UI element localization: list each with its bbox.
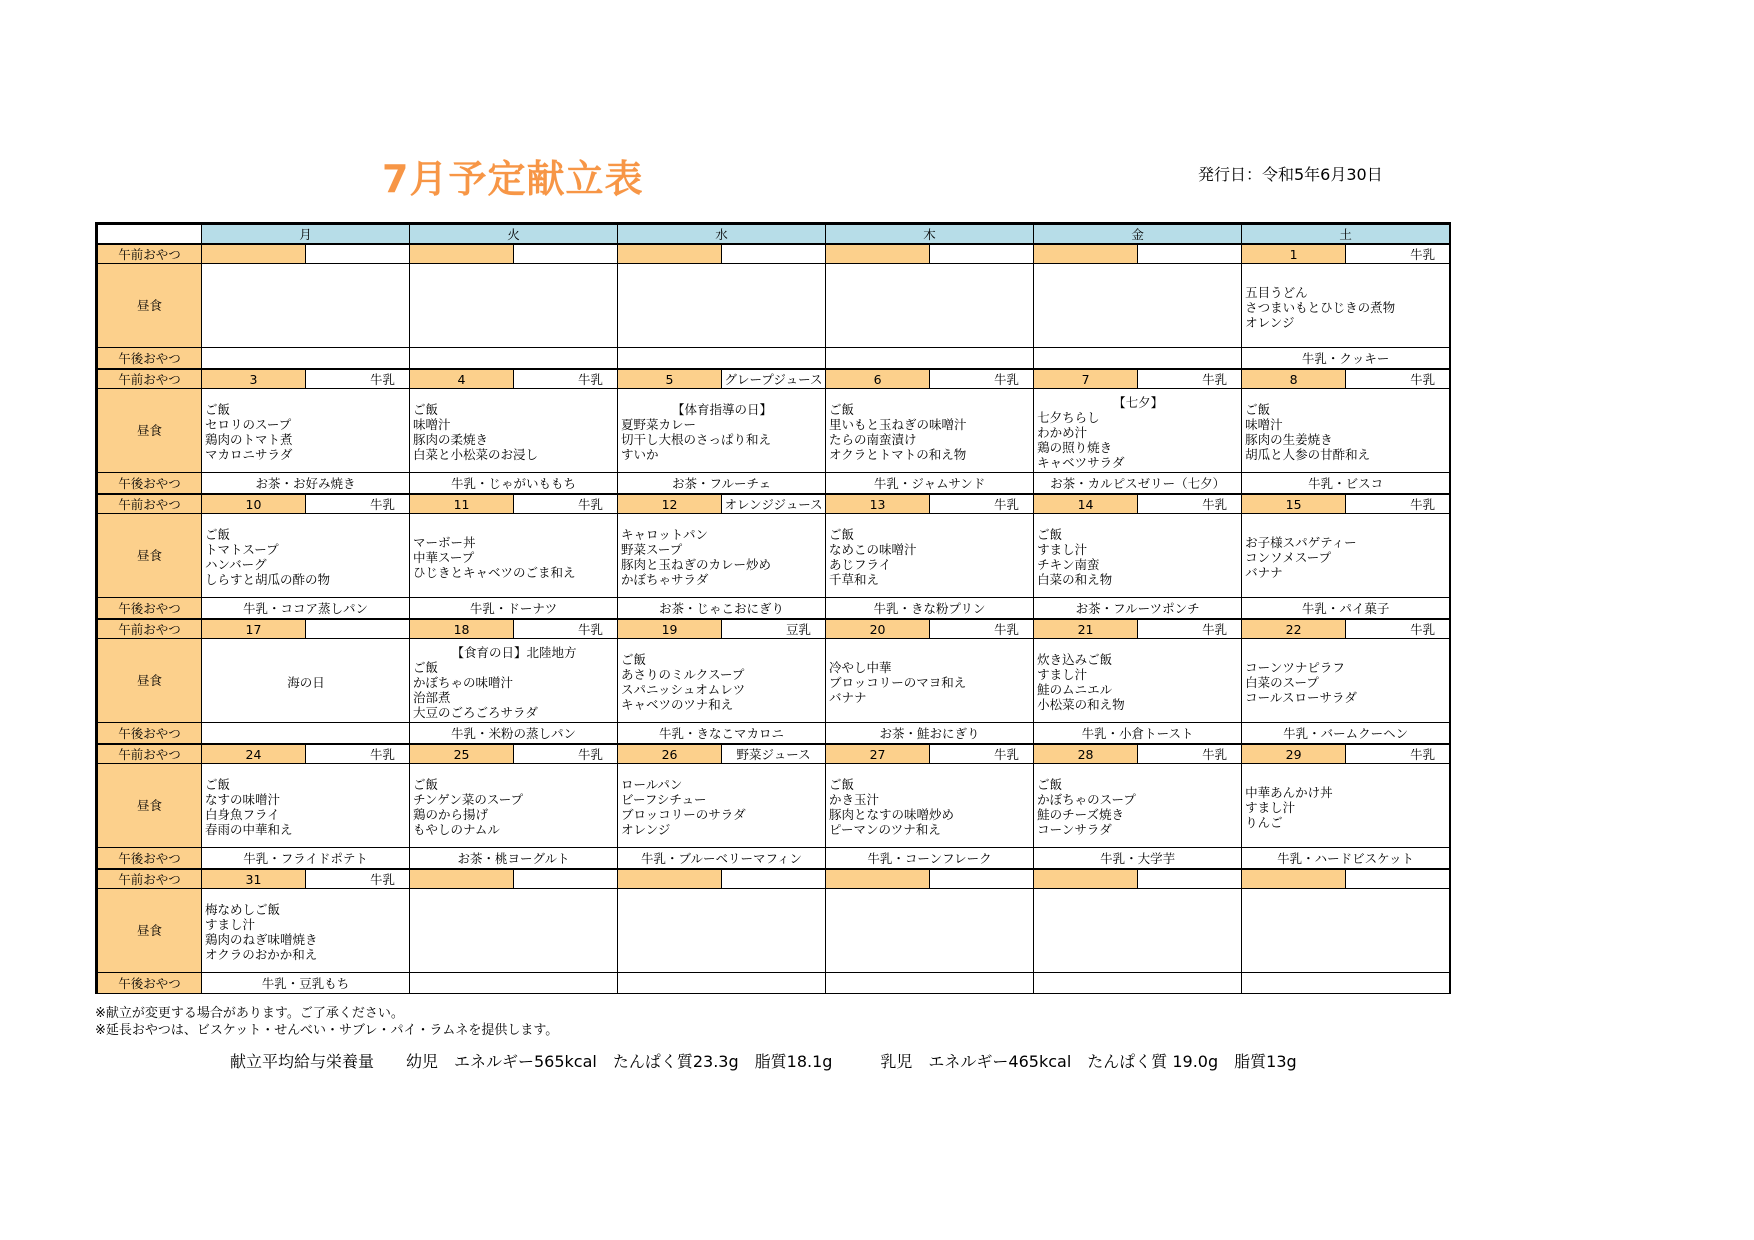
lunch-cell	[1034, 639, 1242, 723]
pm-snack: 牛乳・ジャムサンド	[826, 473, 1034, 495]
lunch-dish: スパニッシュオムレツ	[621, 682, 746, 697]
am-drink: 牛乳	[1346, 619, 1450, 639]
day-date	[1034, 869, 1138, 889]
lunch-dish: すまし汁	[1037, 542, 1088, 557]
lunch-cell	[826, 889, 1034, 973]
holiday-label: 海の日	[287, 674, 325, 690]
lunch-dish: ピーマンのツナ和え	[829, 822, 941, 837]
lunch-dish: 鶏のから揚げ	[413, 807, 489, 822]
day-date: 22	[1242, 619, 1346, 639]
pm-snack: 牛乳・フライドポテト	[202, 848, 410, 870]
pm-snack: お茶・フルーチェ	[618, 473, 826, 495]
lunch-dish: トマトスープ	[205, 542, 279, 557]
lunch-label: 昼食	[98, 389, 202, 473]
lunch-dish: さつまいもとひじきの煮物	[1245, 299, 1396, 315]
lunch-dish: 豚肉の生姜焼き	[1245, 432, 1333, 447]
lunch-dish: かき玉汁	[829, 792, 880, 807]
am-drink: 野菜ジュース	[722, 744, 826, 764]
lunch-dish: ご飯	[829, 777, 855, 792]
lunch-dish: コーンサラダ	[1037, 822, 1112, 837]
pm-snack: 牛乳・クッキー	[1242, 348, 1450, 370]
am-drink: 牛乳	[1346, 494, 1450, 514]
day-date: 18	[410, 619, 514, 639]
pm-snack	[826, 348, 1034, 370]
pm-snack: 牛乳・きな粉プリン	[826, 598, 1034, 620]
lunch-row	[98, 514, 1450, 598]
pm-snack	[410, 973, 618, 994]
am-snack-label: 午前おやつ	[98, 369, 202, 389]
lunch-dish: なめこの味噌汁	[829, 542, 917, 557]
am-drink: 牛乳	[1138, 369, 1242, 389]
header-corner	[98, 225, 202, 245]
lunch-dish: 炊き込みご飯	[1037, 652, 1113, 667]
lunch-row	[98, 764, 1450, 848]
lunch-dish: すまし汁	[1037, 667, 1088, 682]
lunch-row	[98, 264, 1450, 348]
am-drink	[930, 244, 1034, 264]
pm-snack-label: 午後おやつ	[98, 848, 202, 870]
lunch-cell	[618, 264, 826, 348]
am-drink	[306, 244, 410, 264]
lunch-dish: かぼちゃの味噌汁	[413, 674, 514, 690]
lunch-dish: ご飯	[1037, 777, 1063, 792]
lunch-cell	[1242, 764, 1450, 848]
lunch-dish: セロリのスープ	[205, 417, 292, 432]
lunch-dish: オクラのおかか和え	[205, 947, 318, 962]
lunch-dish: キャロットパン	[621, 527, 709, 542]
day-date: 1	[1242, 244, 1346, 264]
pm-snack: 牛乳・ハードビスケット	[1242, 848, 1450, 870]
am-drink	[722, 869, 826, 889]
am-drink: 牛乳	[306, 744, 410, 764]
issue-date: 発行日：令和5年6月30日	[1198, 165, 1383, 184]
lunch-dish: りんご	[1245, 814, 1283, 830]
lunch-dish: 小松菜の和え物	[1037, 697, 1125, 712]
weekday-header: 月	[202, 225, 410, 245]
lunch-dish: 春雨の中華和え	[205, 822, 293, 837]
lunch-dish: チンゲン菜のスープ	[413, 792, 524, 807]
lunch-dish: すまし汁	[205, 917, 256, 932]
am-drink	[306, 619, 410, 639]
weekday-header: 火	[410, 225, 618, 245]
lunch-dish: ご飯	[621, 652, 647, 667]
weekday-header: 木	[826, 225, 1034, 245]
lunch-dish: ご飯	[205, 402, 231, 417]
am-snack-label: 午前おやつ	[98, 869, 202, 889]
lunch-cell	[618, 389, 826, 473]
lunch-dish: ロールパン	[621, 777, 683, 792]
am-drink	[514, 244, 618, 264]
lunch-dish: コーンツナピラフ	[1245, 659, 1345, 675]
lunch-dish: オレンジ	[621, 822, 671, 837]
am-drink	[1346, 869, 1450, 889]
pm-snack: お茶・鮭おにぎり	[826, 723, 1034, 745]
lunch-dish: バナナ	[829, 689, 867, 705]
lunch-cell	[618, 514, 826, 598]
pm-snack: お茶・じゃこおにぎり	[618, 598, 826, 620]
day-date: 10	[202, 494, 306, 514]
pm-snack	[618, 348, 826, 370]
day-date: 7	[1034, 369, 1138, 389]
day-date: 19	[618, 619, 722, 639]
pm-snack-label: 午後おやつ	[98, 473, 202, 495]
pm-snack: 牛乳・ブルーベリーマフィン	[618, 848, 826, 870]
am-drink	[514, 869, 618, 889]
lunch-cell	[1242, 264, 1450, 348]
lunch-cell	[1242, 389, 1450, 473]
day-date: 3	[202, 369, 306, 389]
lunch-cell	[1034, 264, 1242, 348]
am-snack-row	[98, 619, 1450, 639]
pm-snack-label: 午後おやつ	[98, 973, 202, 994]
day-date: 8	[1242, 369, 1346, 389]
day-date: 13	[826, 494, 930, 514]
weekday-header: 金	[1034, 225, 1242, 245]
lunch-dish: たらの南蛮漬け	[829, 432, 917, 447]
lunch-label: 昼食	[98, 514, 202, 598]
lunch-cell	[410, 264, 618, 348]
pm-snack-row	[98, 598, 1450, 620]
day-date: 29	[1242, 744, 1346, 764]
day-date: 14	[1034, 494, 1138, 514]
lunch-cell	[826, 764, 1034, 848]
lunch-dish: なすの味噌汁	[205, 792, 281, 807]
lunch-dish: もやしのナムル	[413, 822, 500, 837]
am-snack-label: 午前おやつ	[98, 744, 202, 764]
lunch-dish: あさりのミルクスープ	[621, 667, 745, 682]
am-drink	[722, 244, 826, 264]
pm-snack-label: 午後おやつ	[98, 598, 202, 620]
am-snack-label: 午前おやつ	[98, 244, 202, 264]
am-drink: 牛乳	[306, 869, 410, 889]
lunch-dish: 梅なめしご飯	[205, 902, 281, 917]
lunch-label: 昼食	[98, 639, 202, 723]
day-date: 31	[202, 869, 306, 889]
lunch-dish: 胡瓜と人参の甘酢和え	[1245, 447, 1371, 462]
lunch-dish: オレンジ	[1245, 314, 1295, 330]
am-drink: 牛乳	[306, 494, 410, 514]
am-snack-row	[98, 244, 1450, 264]
lunch-dish: しらすと胡瓜の酢の物	[205, 572, 331, 587]
lunch-dish: コールスローサラダ	[1245, 689, 1357, 705]
lunch-dish: ブロッコリーのマヨ和え	[829, 674, 967, 690]
am-drink: 牛乳	[1138, 744, 1242, 764]
am-drink: 牛乳	[514, 744, 618, 764]
day-date: 11	[410, 494, 514, 514]
lunch-cell	[202, 889, 410, 973]
lunch-dish: 味噌汁	[413, 417, 451, 432]
pm-snack: 牛乳・豆乳もち	[202, 973, 410, 994]
lunch-dish: 豚肉と玉ねぎのカレー炒め	[621, 557, 772, 572]
pm-snack-label: 午後おやつ	[98, 348, 202, 370]
pm-snack	[826, 973, 1034, 994]
footnote-change: ※献立が変更する場合があります。ご了承ください。	[95, 1006, 404, 1021]
am-drink: グレープジュース	[722, 369, 826, 389]
lunch-cell	[1034, 389, 1242, 473]
day-date	[826, 869, 930, 889]
day-date: 5	[618, 369, 722, 389]
lunch-dish: かぼちゃのスープ	[1037, 792, 1136, 807]
am-snack-row	[98, 494, 1450, 514]
lunch-cell	[1242, 514, 1450, 598]
day-date	[1034, 244, 1138, 264]
lunch-event-note: 【体育指導の日】	[672, 402, 773, 417]
am-drink	[930, 869, 1034, 889]
lunch-dish: ご飯	[413, 402, 439, 417]
day-date: 28	[1034, 744, 1138, 764]
pm-snack: 牛乳・ココア蒸しパン	[202, 598, 410, 620]
lunch-dish: 鮭のチーズ焼き	[1037, 807, 1124, 822]
lunch-label: 昼食	[98, 764, 202, 848]
day-date	[410, 869, 514, 889]
lunch-dish: すまし汁	[1245, 799, 1296, 815]
lunch-dish: マカロニサラダ	[205, 447, 293, 462]
lunch-dish: すいか	[621, 447, 659, 462]
pm-snack	[202, 348, 410, 370]
lunch-dish: 鮭のムニエル	[1037, 682, 1113, 697]
lunch-dish: ひじきとキャベツのごま和え	[413, 564, 576, 580]
lunch-dish: ご飯	[205, 777, 231, 792]
am-snack-row	[98, 369, 1450, 389]
lunch-cell	[826, 389, 1034, 473]
am-drink: 牛乳	[930, 744, 1034, 764]
lunch-dish: キャベツのツナ和え	[621, 697, 734, 712]
lunch-dish: かぼちゃサラダ	[621, 572, 709, 587]
lunch-event-note: 【七夕】	[1113, 394, 1164, 410]
lunch-dish: あじフライ	[829, 557, 892, 572]
lunch-dish: 豚肉の柔焼き	[413, 432, 489, 447]
lunch-dish: 治部煮	[413, 689, 451, 705]
lunch-cell	[1242, 889, 1450, 973]
pm-snack: 牛乳・ビスコ	[1242, 473, 1450, 495]
lunch-dish: 中華スープ	[413, 549, 475, 565]
lunch-cell	[410, 389, 618, 473]
lunch-dish: わかめ汁	[1037, 424, 1088, 440]
day-date	[618, 244, 722, 264]
day-date	[618, 869, 722, 889]
lunch-dish: 白身魚フライ	[205, 807, 280, 822]
lunch-dish: オクラとトマトの和え物	[829, 447, 967, 462]
am-drink: 牛乳	[930, 619, 1034, 639]
lunch-label: 昼食	[98, 889, 202, 973]
lunch-cell	[618, 639, 826, 723]
pm-snack-row	[98, 848, 1450, 870]
lunch-dish: 七夕ちらし	[1037, 409, 1100, 425]
lunch-dish: 白菜のスープ	[1245, 674, 1319, 690]
lunch-cell	[202, 764, 410, 848]
nutrition-summary: 献立平均給与栄養量 幼児 エネルギー565kcal たんぱく質23.3g 脂質18.1g 乳児 エネルギー465kcal たんぱく質 19.0g 脂質13g	[230, 1052, 1297, 1071]
lunch-cell	[410, 764, 618, 848]
day-date: 21	[1034, 619, 1138, 639]
lunch-dish: 千草和え	[829, 572, 880, 587]
day-date: 24	[202, 744, 306, 764]
lunch-cell	[410, 514, 618, 598]
lunch-dish: ご飯	[1037, 527, 1063, 542]
lunch-cell	[826, 264, 1034, 348]
am-drink	[1138, 244, 1242, 264]
weekday-header: 水	[618, 225, 826, 245]
page-title: 7月予定献立表	[382, 157, 644, 201]
pm-snack-row	[98, 973, 1450, 994]
lunch-dish: 中華あんかけ丼	[1245, 784, 1333, 800]
lunch-cell	[618, 764, 826, 848]
pm-snack: 牛乳・パイ菓子	[1242, 598, 1450, 620]
pm-snack: 牛乳・ドーナツ	[410, 598, 618, 620]
lunch-dish: 冷やし中華	[829, 659, 892, 675]
lunch-dish: ブロッコリーのサラダ	[621, 807, 746, 822]
am-drink: 牛乳	[514, 494, 618, 514]
lunch-cell	[410, 639, 618, 723]
lunch-cell	[410, 889, 618, 973]
am-drink: 牛乳	[1346, 369, 1450, 389]
day-date: 20	[826, 619, 930, 639]
lunch-cell	[202, 389, 410, 473]
pm-snack	[1242, 973, 1450, 994]
lunch-dish: マーボー丼	[413, 534, 476, 550]
lunch-dish: コンソメスープ	[1245, 549, 1332, 565]
day-date	[202, 244, 306, 264]
lunch-row	[98, 639, 1450, 723]
pm-snack: 牛乳・コーンフレーク	[826, 848, 1034, 870]
pm-snack	[202, 723, 410, 745]
lunch-event-note: 【食育の日】北陸地方	[451, 644, 577, 660]
am-snack-label: 午前おやつ	[98, 619, 202, 639]
lunch-cell	[202, 514, 410, 598]
day-date	[1242, 869, 1346, 889]
weekday-header-row	[98, 225, 1450, 245]
day-date: 26	[618, 744, 722, 764]
lunch-cell	[618, 889, 826, 973]
footnote-extended-snack: ※延長おやつは、ビスケット・せんべい・サブレ・パイ・ラムネを提供します。	[95, 1023, 559, 1038]
pm-snack: 牛乳・きなこマカロニ	[618, 723, 826, 745]
lunch-dish: 白菜と小松菜のお浸し	[413, 447, 539, 462]
am-drink: 牛乳	[1346, 244, 1450, 264]
day-date	[826, 244, 930, 264]
weekday-header: 土	[1242, 225, 1450, 245]
lunch-dish: ご飯	[1245, 402, 1271, 417]
lunch-cell	[1034, 514, 1242, 598]
pm-snack: お茶・お好み焼き	[202, 473, 410, 495]
day-date: 4	[410, 369, 514, 389]
am-drink: 牛乳	[306, 369, 410, 389]
am-drink: 牛乳	[1138, 494, 1242, 514]
pm-snack-row	[98, 348, 1450, 370]
lunch-dish: 鶏肉のねぎ味噌焼き	[205, 932, 318, 947]
am-drink: 牛乳	[514, 369, 618, 389]
lunch-label: 昼食	[98, 264, 202, 348]
am-drink: 豆乳	[722, 619, 826, 639]
lunch-dish: 白菜の和え物	[1037, 572, 1113, 587]
am-drink	[1138, 869, 1242, 889]
lunch-dish: 味噌汁	[1245, 417, 1283, 432]
lunch-dish: 五目うどん	[1245, 284, 1308, 300]
pm-snack: 牛乳・じゃがいももち	[410, 473, 618, 495]
lunch-dish: ご飯	[413, 659, 439, 675]
pm-snack-label: 午後おやつ	[98, 723, 202, 745]
day-date	[410, 244, 514, 264]
day-date: 12	[618, 494, 722, 514]
pm-snack	[618, 973, 826, 994]
pm-snack: 牛乳・小倉トースト	[1034, 723, 1242, 745]
lunch-dish: 豚肉となすの味噌炒め	[829, 807, 955, 822]
am-drink: 牛乳	[514, 619, 618, 639]
lunch-dish: 大豆のごろごろサラダ	[413, 704, 538, 720]
pm-snack: お茶・桃ヨーグルト	[410, 848, 618, 870]
lunch-dish: 切干し大根のさっぱり和え	[621, 432, 772, 447]
pm-snack: 牛乳・米粉の蒸しパン	[410, 723, 618, 745]
lunch-cell	[1242, 639, 1450, 723]
pm-snack: 牛乳・バームクーヘン	[1242, 723, 1450, 745]
am-snack-row	[98, 744, 1450, 764]
lunch-dish: お子様スパゲティー	[1245, 534, 1357, 550]
am-drink: 牛乳	[930, 494, 1034, 514]
pm-snack	[410, 348, 618, 370]
menu-table	[95, 222, 1451, 994]
lunch-row	[98, 889, 1450, 973]
lunch-cell	[1034, 889, 1242, 973]
pm-snack: お茶・カルピスゼリー（七夕）	[1034, 473, 1242, 495]
am-drink: 牛乳	[1138, 619, 1242, 639]
am-snack-label: 午前おやつ	[98, 494, 202, 514]
lunch-dish: 鶏の照り焼き	[1037, 439, 1113, 455]
am-snack-row	[98, 869, 1450, 889]
lunch-dish: ご飯	[413, 777, 439, 792]
lunch-dish: 夏野菜カレー	[621, 417, 697, 432]
lunch-cell	[1034, 764, 1242, 848]
lunch-dish: キャベツサラダ	[1037, 454, 1125, 470]
pm-snack	[1034, 348, 1242, 370]
day-date: 17	[202, 619, 306, 639]
lunch-dish: 里いもと玉ねぎの味噌汁	[829, 417, 967, 432]
lunch-cell	[202, 639, 410, 723]
lunch-dish: ご飯	[205, 527, 231, 542]
lunch-cell	[826, 639, 1034, 723]
lunch-dish: ご飯	[829, 402, 855, 417]
day-date: 27	[826, 744, 930, 764]
lunch-dish: チキン南蛮	[1037, 557, 1100, 572]
lunch-row	[98, 389, 1450, 473]
pm-snack: 牛乳・大学芋	[1034, 848, 1242, 870]
am-drink: 牛乳	[1346, 744, 1450, 764]
day-date: 25	[410, 744, 514, 764]
pm-snack	[1034, 973, 1242, 994]
lunch-dish: ビーフシチュー	[621, 792, 707, 807]
pm-snack-row	[98, 473, 1450, 495]
pm-snack: お茶・フルーツポンチ	[1034, 598, 1242, 620]
lunch-dish: 鶏肉のトマト煮	[205, 432, 293, 447]
lunch-cell	[826, 514, 1034, 598]
lunch-dish: バナナ	[1245, 564, 1283, 580]
lunch-cell	[202, 264, 410, 348]
lunch-dish: 野菜スープ	[621, 542, 683, 557]
pm-snack-row	[98, 723, 1450, 745]
am-drink: オレンジジュース	[722, 494, 826, 514]
lunch-dish: ハンバーグ	[205, 557, 267, 572]
day-date: 6	[826, 369, 930, 389]
day-date: 15	[1242, 494, 1346, 514]
am-drink: 牛乳	[930, 369, 1034, 389]
lunch-dish: ご飯	[829, 527, 855, 542]
